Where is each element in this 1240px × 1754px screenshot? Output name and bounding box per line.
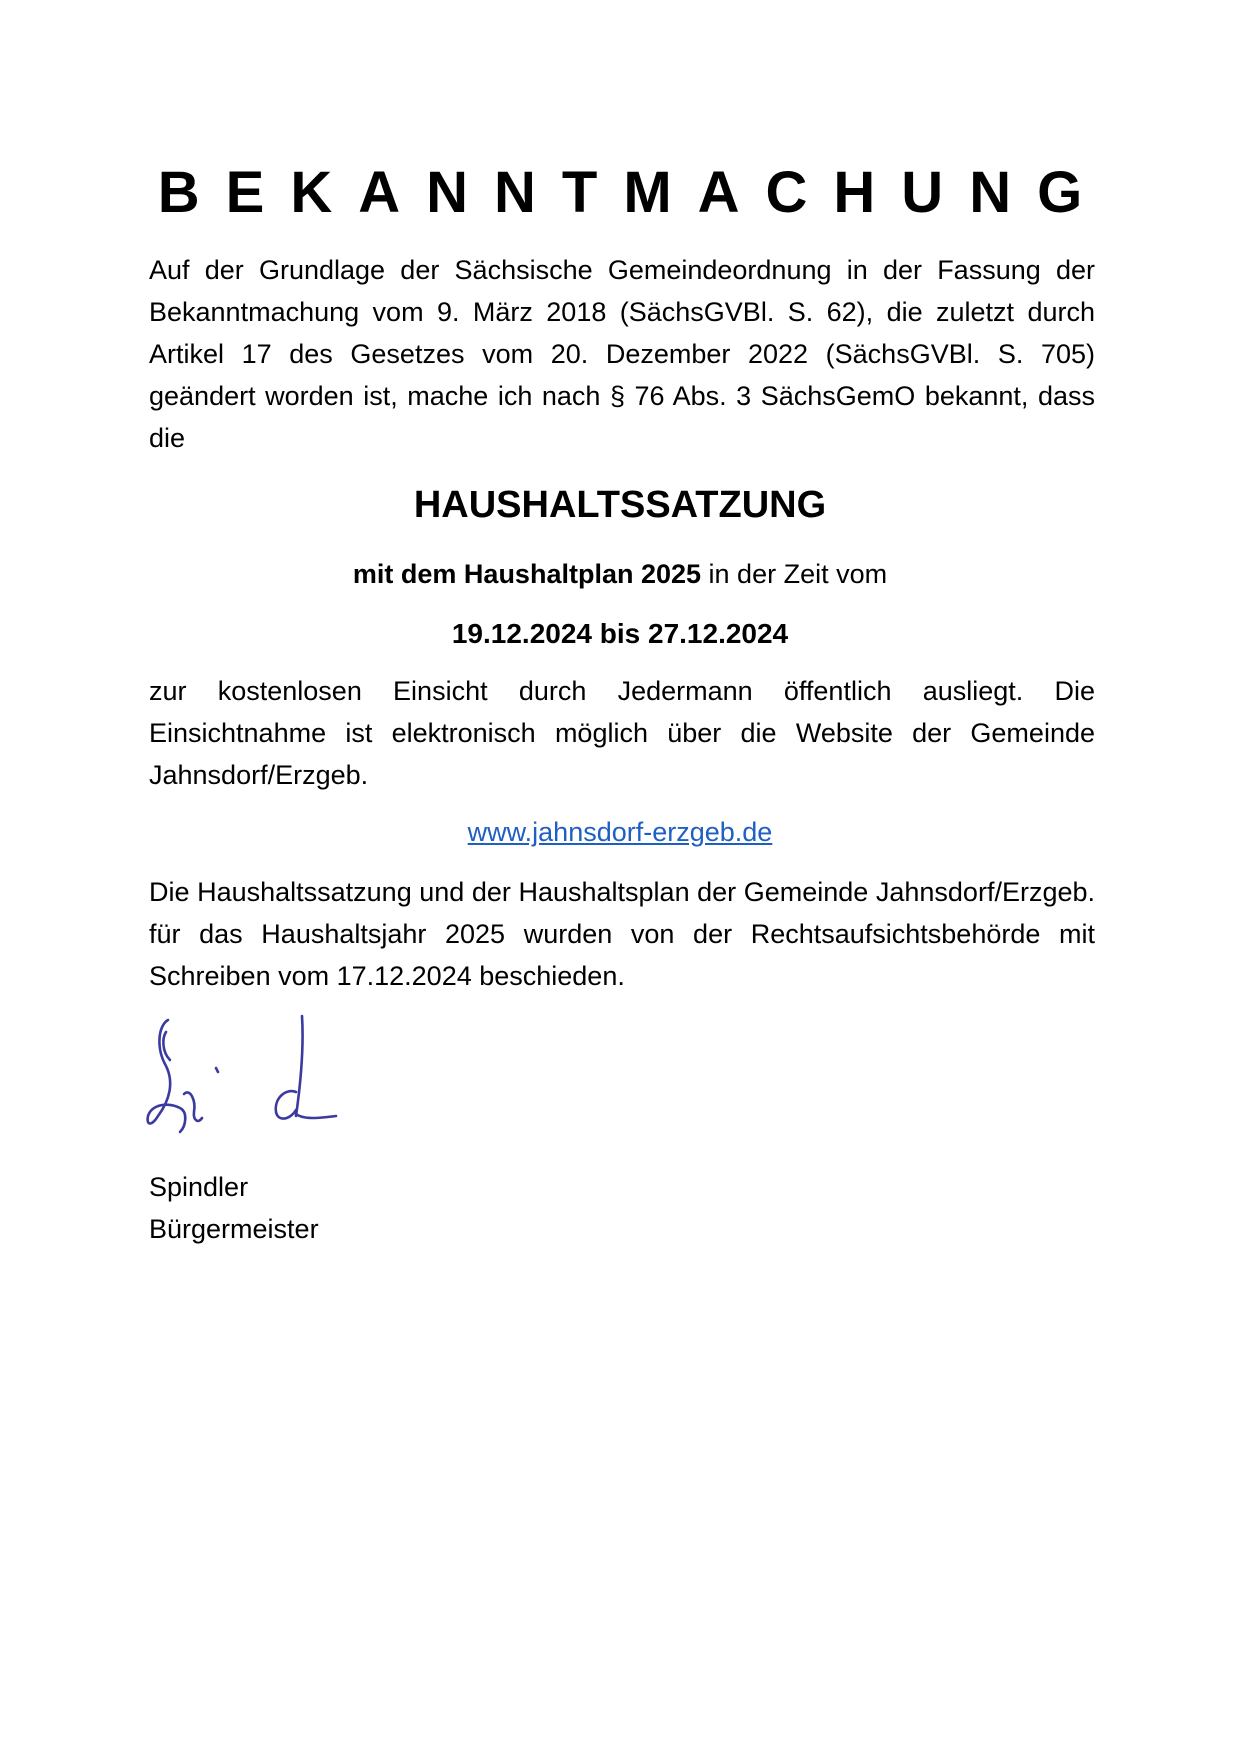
budget-plan-label: mit dem Haushaltplan 2025 [352,559,702,589]
website-line [0,812,1240,852]
document-title: BEKANNTMACHUNG [157,160,1109,225]
approval-paragraph: Die Haushaltssatzung und der Haushaltsplan der Gemeinde Jahnsdorf/Erzgeb. für das Haushaltsjahr 2025 wurden von der Rechtsaufsichtsbehörde mit Schreiben vom 17.12.2024 beschieden. [149,877,1095,991]
period-intro-text: in der Zeit vom [701,559,888,589]
intro-paragraph: Auf der Grundlage der Sächsische Gemeindeordnung in der Fassung der Bekanntmachung vom 9. März 2018 (SächsGVBl. S. 62), die zuletzt durch Artikel 17 des Gesetzes vom 20. Dezember 2022 (SächsGVBl. S. 705) geändert worden ist, mache ich nach § 76 Abs. 3 SächsGemO bekannt, dass die [149,255,1095,453]
handwritten-signature [140,1008,360,1158]
inspection-paragraph: zur kostenlosen Einsicht durch Jedermann öffentlich ausliegt. Die Einsichtnahme ist elektronisch möglich über die Website der Gemeinde Jahnsdorf/Erzgeb. [149,676,1095,790]
signer-name: Spindler [149,1172,249,1202]
inspection-period: 19.12.2024 bis 27.12.2024 [451,618,789,649]
statute-heading: HAUSHALTSSATZUNG [413,484,827,526]
budget-plan-line [0,554,1240,594]
website-link[interactable]: www.jahnsdorf-erzgeb.de [467,817,773,847]
signer-block [149,1166,319,1250]
signer-role: Bürgermeister [149,1214,319,1244]
